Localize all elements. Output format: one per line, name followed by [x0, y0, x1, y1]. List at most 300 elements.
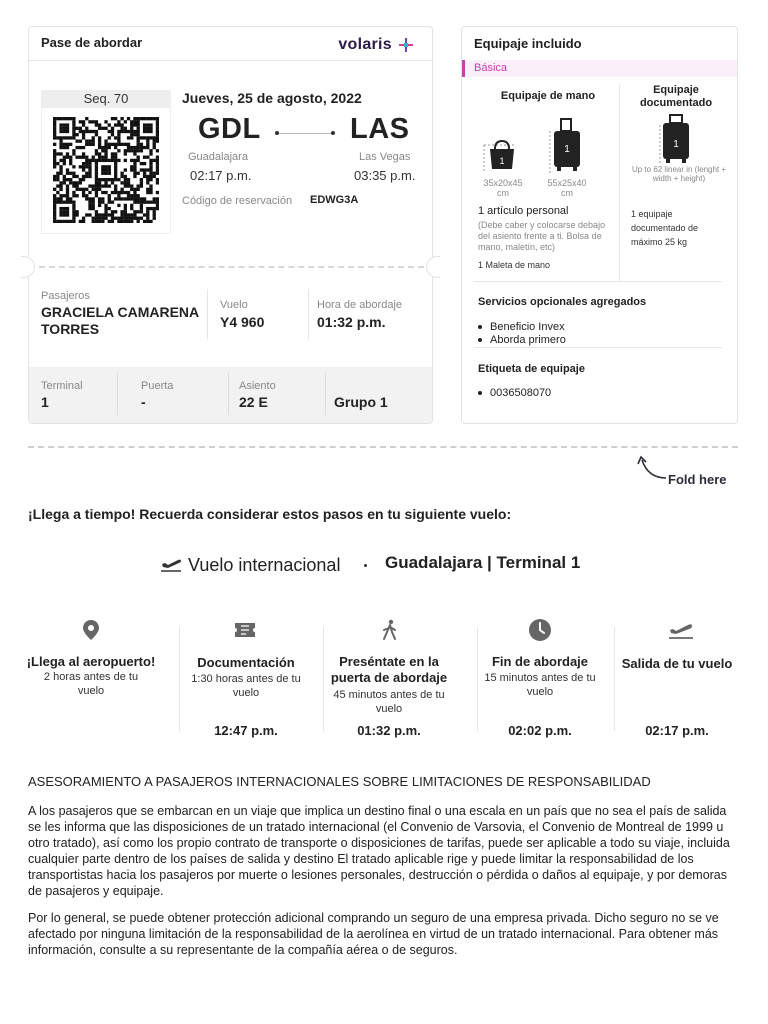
qr-module	[63, 117, 66, 120]
qr-module	[130, 213, 133, 216]
qr-module	[66, 197, 69, 200]
boarding-pass-card	[28, 26, 433, 424]
qr-module	[156, 204, 159, 207]
qr-module	[72, 217, 75, 220]
qr-module	[104, 149, 107, 152]
fold-line	[28, 446, 738, 448]
qr-module	[63, 207, 66, 210]
qr-module	[137, 120, 140, 123]
qr-module	[59, 172, 62, 175]
step-boarding-end-desc: 15 minutos antes de tu vuelo	[484, 672, 596, 698]
step-divider	[614, 627, 615, 731]
qr-module	[63, 130, 66, 133]
qr-module	[146, 201, 149, 204]
qr-module	[56, 152, 59, 155]
qr-module	[120, 127, 123, 130]
qr-module	[140, 149, 143, 152]
qr-module	[92, 207, 95, 210]
qr-module	[146, 123, 149, 126]
qr-module	[53, 165, 56, 168]
qr-module	[104, 156, 107, 159]
qr-module	[120, 217, 123, 220]
qr-module	[156, 181, 159, 184]
step-gate-desc: 45 minutos antes de tu vuelo	[333, 689, 445, 715]
qr-module	[124, 159, 127, 162]
qr-module	[98, 146, 101, 149]
qr-module	[140, 117, 143, 120]
qr-module	[59, 117, 62, 120]
qr-module	[95, 188, 98, 191]
qr-module	[79, 130, 82, 133]
qr-module	[63, 220, 66, 223]
qr-module	[127, 184, 130, 187]
qr-module	[53, 156, 56, 159]
qr-module	[149, 123, 152, 126]
qr-module	[149, 168, 152, 171]
qr-module	[59, 213, 62, 216]
qr-module	[153, 139, 156, 142]
qr-module	[124, 143, 127, 146]
qr-module	[140, 217, 143, 220]
qr-module	[98, 143, 101, 146]
qr-module	[79, 178, 82, 181]
qr-module	[63, 127, 66, 130]
qr-module	[156, 156, 159, 159]
qr-module	[114, 184, 117, 187]
qr-module	[104, 217, 107, 220]
qr-module	[156, 201, 159, 204]
qr-module	[95, 220, 98, 223]
qr-module	[130, 207, 133, 210]
qr-module	[143, 213, 146, 216]
qr-module	[140, 178, 143, 181]
qr-module	[146, 130, 149, 133]
qr-module	[92, 120, 95, 123]
qr-module	[98, 178, 101, 181]
qr-module	[120, 181, 123, 184]
qr-module	[79, 139, 82, 142]
qr-module	[124, 213, 127, 216]
qr-module	[156, 191, 159, 194]
carry-on-icon	[548, 117, 584, 173]
qr-module	[111, 159, 114, 162]
qr-module	[153, 136, 156, 139]
qr-module	[149, 136, 152, 139]
qr-module	[127, 217, 130, 220]
qr-module	[63, 136, 66, 139]
qr-module	[82, 156, 85, 159]
plane-departure-icon	[668, 620, 694, 640]
flight-date: Jueves, 25 de agosto, 2022	[182, 90, 362, 106]
qr-module	[137, 210, 140, 213]
qr-module	[92, 217, 95, 220]
qr-module	[120, 130, 123, 133]
qr-module	[111, 127, 114, 130]
qr-module	[130, 133, 133, 136]
qr-module	[72, 172, 75, 175]
qr-module	[66, 152, 69, 155]
boarding-time-label: Hora de abordaje	[317, 299, 403, 311]
qr-module	[101, 127, 104, 130]
qr-module	[149, 184, 152, 187]
qr-module	[72, 184, 75, 187]
qr-module	[59, 146, 62, 149]
qr-module	[146, 156, 149, 159]
qr-module	[111, 181, 114, 184]
qr-module	[120, 197, 123, 200]
qr-module	[53, 217, 56, 220]
qr-module	[75, 175, 78, 178]
qr-module	[149, 162, 152, 165]
qr-module	[111, 156, 114, 159]
qr-module	[146, 143, 149, 146]
service-item: Beneficio Invex	[478, 321, 565, 333]
qr-module	[85, 194, 88, 197]
qr-module	[56, 220, 59, 223]
qr-module	[72, 204, 75, 207]
qr-module	[133, 191, 136, 194]
boarding-time: 01:32 p.m.	[317, 314, 386, 330]
qr-module	[53, 162, 56, 165]
qr-module	[153, 146, 156, 149]
qr-module	[108, 197, 111, 200]
qr-module	[88, 168, 91, 171]
qr-module	[156, 165, 159, 168]
qr-module	[104, 178, 107, 181]
qr-module	[53, 123, 56, 126]
qr-module	[59, 194, 62, 197]
qr-module	[146, 181, 149, 184]
qr-module	[95, 168, 98, 171]
qr-module	[88, 120, 91, 123]
step-gate-time: 01:32 p.m.	[357, 723, 421, 738]
qr-module	[140, 143, 143, 146]
qr-module	[104, 146, 107, 149]
step-boarding-end-title: Fin de abordaje	[491, 654, 589, 669]
qr-module	[108, 172, 111, 175]
qr-module	[143, 117, 146, 120]
qr-module	[156, 149, 159, 152]
baggage-card	[461, 26, 738, 424]
qr-module	[101, 146, 104, 149]
gate-label: Puerta	[141, 380, 174, 392]
qr-module	[101, 168, 104, 171]
qr-module	[156, 162, 159, 165]
qr-module	[137, 136, 140, 139]
qr-module	[117, 120, 120, 123]
qr-module	[75, 184, 78, 187]
fold-arrow-icon	[634, 454, 668, 484]
qr-module	[130, 188, 133, 191]
qr-module	[153, 207, 156, 210]
qr-module	[59, 165, 62, 168]
qr-module	[95, 172, 98, 175]
qr-module	[146, 127, 149, 130]
legal-paragraph-1: A los pasajeros que se embarcan en un viaje que implica un destino final o una escala en un país que no sea el país de salida se les informa que las disposiciones de un tratado internacional (el Convenio de Varsovia, el Convenio de Montreal de 1999 u otro tratado), así como los propio contrato de transporte o disposiciones de tarifas, puede ser aplicable a todo su viaje, incluida cualquier parte dentro de los países de salida y destino El tratado aplicable rige y puede limitar la responsabilidad de los transportistas hacia los pasajeros por muerte o lesiones personales, destrucción o pérdida o daños al equipaje, y por demoras de pasajeros y equipaje.	[28, 804, 730, 898]
qr-module	[117, 159, 120, 162]
qr-module	[149, 127, 152, 130]
qr-module	[156, 133, 159, 136]
qr-module	[114, 188, 117, 191]
qr-module	[66, 130, 69, 133]
step-gate-title: Preséntate en la puerta de abordaje	[330, 654, 448, 685]
qr-module	[146, 207, 149, 210]
qr-module	[124, 197, 127, 200]
plane-takeoff-icon	[160, 555, 182, 573]
qr-module	[85, 139, 88, 142]
qr-module	[127, 213, 130, 216]
qr-module	[101, 178, 104, 181]
qr-module	[85, 188, 88, 191]
checked-title: Equipaje documentado	[639, 84, 713, 109]
qr-module	[95, 213, 98, 216]
qr-module	[53, 210, 56, 213]
qr-module	[75, 213, 78, 216]
passenger-name: GRACIELA CAMARENA TORRES	[41, 304, 199, 337]
qr-module	[101, 159, 104, 162]
qr-module	[124, 210, 127, 213]
qr-module	[120, 210, 123, 213]
qr-module	[153, 159, 156, 162]
qr-module	[104, 165, 107, 168]
qr-module	[111, 191, 114, 194]
reminder-headline: ¡Llega a tiempo! Recuerda considerar estos pasos en tu siguiente vuelo:	[28, 506, 512, 522]
qr-module	[56, 178, 59, 181]
services-title: Servicios opcionales agregados	[478, 296, 647, 308]
qr-module	[153, 143, 156, 146]
qr-module	[88, 197, 91, 200]
qr-module	[111, 143, 114, 146]
qr-module	[153, 117, 156, 120]
qr-module	[66, 207, 69, 210]
qr-module	[63, 175, 66, 178]
qr-module	[153, 175, 156, 178]
qr-module	[82, 168, 85, 171]
carry-on-count: 1	[564, 144, 570, 155]
qr-module	[69, 178, 72, 181]
flight-type: Vuelo internacional	[188, 555, 341, 575]
qr-module	[133, 172, 136, 175]
qr-module	[149, 175, 152, 178]
qr-module	[88, 159, 91, 162]
qr-module	[104, 139, 107, 142]
qr-module	[92, 139, 95, 142]
qr-module	[85, 175, 88, 178]
destination-code: LAS	[350, 113, 410, 145]
qr-module	[108, 165, 111, 168]
qr-module	[101, 172, 104, 175]
qr-module	[130, 165, 133, 168]
flight-label: Vuelo	[220, 299, 248, 311]
qr-module	[104, 120, 107, 123]
qr-module	[88, 165, 91, 168]
qr-module	[130, 127, 133, 130]
qr-module	[92, 159, 95, 162]
qr-module	[156, 159, 159, 162]
qr-module	[143, 175, 146, 178]
clock-icon	[528, 618, 552, 642]
qr-module	[130, 149, 133, 152]
qr-module	[63, 162, 66, 165]
qr-module	[53, 204, 56, 207]
qr-module	[82, 220, 85, 223]
service-item: Aborda primero	[478, 334, 566, 346]
qr-module	[72, 213, 75, 216]
qr-module	[72, 210, 75, 213]
qr-module	[133, 120, 136, 123]
qr-module	[108, 207, 111, 210]
qr-module	[117, 191, 120, 194]
qr-module	[149, 172, 152, 175]
qr-module	[95, 210, 98, 213]
qr-module	[82, 146, 85, 149]
qr-module	[127, 191, 130, 194]
qr-module	[95, 184, 98, 187]
qr-module	[143, 123, 146, 126]
qr-module	[120, 117, 123, 120]
qr-module	[82, 123, 85, 126]
personal-item-count: 1	[499, 156, 505, 166]
qr-module	[143, 220, 146, 223]
qr-module	[143, 162, 146, 165]
qr-module	[82, 188, 85, 191]
qr-module	[143, 201, 146, 204]
qr-module	[98, 181, 101, 184]
qr-module	[66, 146, 69, 149]
qr-module	[137, 143, 140, 146]
qr-module	[111, 220, 114, 223]
qr-module	[59, 207, 62, 210]
qr-module	[146, 139, 149, 142]
qr-module	[137, 133, 140, 136]
qr-module	[153, 213, 156, 216]
qr-module	[140, 197, 143, 200]
qr-module	[114, 175, 117, 178]
qr-module	[111, 213, 114, 216]
qr-module	[156, 127, 159, 130]
qr-module	[137, 188, 140, 191]
qr-module	[98, 159, 101, 162]
qr-module	[124, 217, 127, 220]
qr-module	[69, 136, 72, 139]
qr-module	[137, 146, 140, 149]
qr-module	[104, 210, 107, 213]
qr-module	[98, 220, 101, 223]
qr-module	[149, 178, 152, 181]
qr-module	[133, 201, 136, 204]
qr-module	[104, 213, 107, 216]
qr-module	[59, 184, 62, 187]
qr-module	[95, 165, 98, 168]
qr-module	[53, 136, 56, 139]
qr-module	[72, 165, 75, 168]
qr-module	[127, 181, 130, 184]
qr-module	[79, 188, 82, 191]
divider	[619, 85, 620, 281]
qr-module	[72, 136, 75, 139]
qr-module	[56, 172, 59, 175]
qr-module	[133, 130, 136, 133]
location-pin-icon	[82, 619, 100, 641]
qr-module	[108, 213, 111, 216]
qr-module	[69, 159, 72, 162]
qr-module	[137, 197, 140, 200]
carry-on-dims: 55x25x40 cm	[547, 178, 587, 198]
qr-module	[124, 184, 127, 187]
qr-module	[95, 178, 98, 181]
qr-module	[156, 123, 159, 126]
qr-module	[114, 146, 117, 149]
qr-module	[114, 162, 117, 165]
qr-module	[114, 191, 117, 194]
qr-module	[137, 130, 140, 133]
qr-module	[98, 139, 101, 142]
qr-module	[66, 143, 69, 146]
qr-module	[69, 172, 72, 175]
qr-module	[88, 191, 91, 194]
qr-module	[130, 197, 133, 200]
qr-module	[146, 191, 149, 194]
step-checkin-desc: 1:30 horas antes de tu vuelo	[191, 673, 301, 699]
qr-module	[98, 197, 101, 200]
qr-module	[140, 207, 143, 210]
qr-module	[108, 201, 111, 204]
qr-module	[85, 159, 88, 162]
qr-module	[79, 181, 82, 184]
qr-module	[79, 120, 82, 123]
qr-module	[137, 201, 140, 204]
qr-module	[82, 178, 85, 181]
qr-module	[117, 136, 120, 139]
qr-module	[127, 130, 130, 133]
qr-module	[130, 217, 133, 220]
step-arrive-title: ¡Llega al aeropuerto!	[26, 654, 156, 669]
qr-module	[59, 181, 62, 184]
qr-module	[101, 184, 104, 187]
qr-module	[108, 168, 111, 171]
qr-module	[75, 127, 78, 130]
qr-module	[63, 146, 66, 149]
qr-module	[53, 143, 56, 146]
route-line	[277, 133, 333, 134]
personal-item-icon	[482, 135, 518, 171]
qr-module	[117, 220, 120, 223]
qr-module	[101, 201, 104, 204]
qr-module	[95, 181, 98, 184]
divider	[308, 289, 309, 339]
qr-module	[98, 127, 101, 130]
left-notch	[21, 256, 35, 278]
qr-module	[104, 172, 107, 175]
qr-module	[75, 188, 78, 191]
qr-module	[59, 201, 62, 204]
qr-module	[79, 146, 82, 149]
qr-module	[82, 136, 85, 139]
qr-module	[101, 217, 104, 220]
details-strip	[29, 367, 432, 423]
qr-module	[63, 194, 66, 197]
qr-module	[137, 220, 140, 223]
qr-module	[133, 197, 136, 200]
qr-module	[82, 175, 85, 178]
qr-module	[114, 156, 117, 159]
qr-module	[130, 123, 133, 126]
qr-module	[66, 123, 69, 126]
qr-module	[120, 191, 123, 194]
qr-module	[133, 165, 136, 168]
qr-module	[156, 172, 159, 175]
qr-module	[104, 207, 107, 210]
